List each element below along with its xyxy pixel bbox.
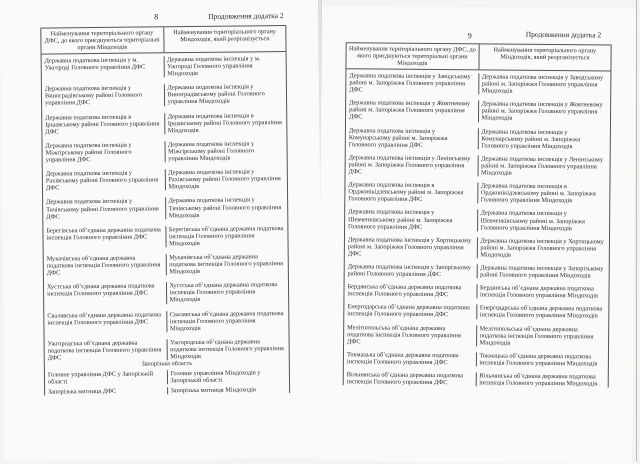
dfs-body-cell: Державна податкова інспекція у Жовтневому районі м. Запоріжжя Головного управління ДФС <box>346 99 479 121</box>
table-row <box>346 148 610 178</box>
dfs-body-cell: Берегівська об’єднана державна податкова інспекція Головного управління ДФС <box>43 226 166 249</box>
dfs-body-cell: Державна податкова інспекція у Виноградівському районі Головного управління ДФС <box>42 85 165 108</box>
left-table-header <box>41 25 285 55</box>
right-continuation-label: Продовження додатка 2 <box>525 29 602 40</box>
mindokhodiv-body-cell: Державна податкова інспекція у Комунарському районі м. Запоріжжя Головного управління Міндоходів <box>481 127 581 150</box>
table-row <box>43 218 287 249</box>
dfs-body-cell: Бердянська об’єднана державна податкова інспекція Головного управління ДФС <box>344 283 477 298</box>
region-heading: Запорізька область <box>141 360 193 368</box>
dfs-body-cell: Енергодарська об’єднана державна податкова інспекція Головного управління ДФС <box>344 304 477 319</box>
page-edge <box>636 0 637 461</box>
dfs-body-cell: Головне управління ДФС у Запорізькій області <box>45 370 168 385</box>
right-page-number: 9 <box>467 31 472 41</box>
left-header-col2: Найменування територіального органу Міндоходів, який реорганізується <box>173 28 276 44</box>
mindokhodiv-body-cell: Хустська об’єднана державна податкова інспекція Головного управління Міндоходів <box>169 281 278 304</box>
left-table-body-after <box>45 366 289 396</box>
left-continuation-label: Продовження додатка 2 <box>208 11 284 21</box>
table-row <box>43 161 287 192</box>
table-row <box>345 203 609 233</box>
right-header-col1: Найменування територіального органу ДФС, до якого приєднуються територіальні органи Міндоходів <box>346 43 479 69</box>
dfs-body-cell: Мукачівська об’єднана державна податкова інспекція Головного управління ДФС <box>44 254 167 277</box>
mindokhodiv-body-cell: Державна податкова інспекція у Рахівському районі Головного управління Міндоходів <box>168 168 281 191</box>
mindokhodiv-body-cell: Державна податкова інспекція у Ленінському районі м. Запоріжжя Головного управління Міндоходів <box>481 155 603 177</box>
table-row <box>345 175 609 205</box>
dfs-body-cell: Державна податкова інспекція у Комунарському районі м. Запоріжжя Головного управління ДФС <box>346 127 479 149</box>
mindokhodiv-body-cell: Державна податкова інспекція у Жовтневому районі м. Запоріжжя Головного управління Міндоходів <box>481 100 603 123</box>
dfs-body-cell: Державна податкова інспекція у м. Ужгороді Головного управління ДФС <box>42 56 165 79</box>
left-page-number: 8 <box>154 12 159 22</box>
left-header-col1: Найменування територіального органу ДФС, до якого приєднуються територіальні органи Міндоходів <box>41 27 164 53</box>
left-table <box>40 25 290 396</box>
table-row <box>44 331 288 362</box>
mindokhodiv-body-cell: Державна податкова інспекція у Виноградівському районі Головного управління Міндоходів <box>167 83 265 106</box>
mindokhodiv-body-cell: Мукачівська об’єднана державна податкова інспекція Головного управління Міндоходів <box>169 253 284 276</box>
dfs-body-cell: Державна податкова інспекція у Ленінському районі м. Запоріжжя Головного управління ДФС <box>346 154 479 176</box>
table-row <box>344 345 608 367</box>
table-row <box>42 76 286 107</box>
table-row <box>42 105 286 136</box>
table-row <box>346 93 610 123</box>
dfs-body-cell: Запорізька митниця ДФС <box>45 388 168 396</box>
table-row <box>345 257 609 279</box>
dfs-body-cell: Державна податкова інспекція у Заводському районі м. Запоріжжя Головного управління ДФС <box>346 72 479 94</box>
mindokhodiv-body-cell: Енергодарська об’єднана державна податкова інспекція Головного управління Міндоходів <box>479 304 603 320</box>
dfs-body-cell: Вільнянська об’єднана державна податкова інспекція Головного управління ДФС <box>344 371 477 386</box>
mindokhodiv-body-cell: Державна податкова інспекція у Міжгірському районі Головного управління Міндоходів <box>167 140 255 163</box>
mindokhodiv-body-cell: Вільнянська об’єднана державна податкова інспекція Головного управління Міндоходів <box>479 372 598 388</box>
mindokhodiv-body-cell: Державна податкова інспекція в Орджонікідзевському районі м. Запоріжжя Головного управління Міндоходів <box>480 182 596 205</box>
dfs-body-cell: Свалявська об’єднана державна податкова інспекція Головного управління ДФС <box>44 311 167 334</box>
right-table-body <box>344 69 611 387</box>
mindokhodiv-body-cell: Бердянська об’єднана державна податкова інспекція Головного управління Міндоходів <box>479 284 598 300</box>
table-row <box>44 246 288 277</box>
dfs-body-cell: Державна податкова інспекція у Хортицькому районі м. Запоріжжя Головного управління ДФС <box>345 236 478 258</box>
dfs-body-cell: Токмацька об’єднана державна податкова інспекція Головного управління ДФС <box>344 351 477 366</box>
mindokhodiv-body-cell: Державна податкова інспекція у Хортицькому районі м. Запоріжжя Головного управління Міндоходів <box>480 237 604 259</box>
dfs-body-cell: Ужгородська об’єднана державна податкова інспекція Головного управління ДФС <box>45 339 168 362</box>
dfs-body-cell: Державна податкова інспекція у Тячівському районі Головного управління ДФС <box>43 198 166 221</box>
mindokhodiv-body-cell: Державна податкова інспекція у Заводському районі м. Запоріжжя Головного управління Міндоходів <box>481 73 604 95</box>
dfs-body-cell: Мелітопольська об’єднана державна податкова інспекція Головного управління ДФС <box>344 324 477 346</box>
left-table-body <box>42 52 289 362</box>
dfs-body-cell: Державна податкова інспекція у Шевченківському районі м. Запоріжжя Головного управління ДФС <box>345 209 478 231</box>
table-row <box>346 69 610 96</box>
table-row <box>344 365 608 387</box>
dfs-body-cell: Державна податкова інспекція у Рахівському районі Головного управління ДФС <box>43 169 166 192</box>
table-row <box>346 121 610 151</box>
table-row <box>44 303 288 334</box>
mindokhodiv-body-cell: Державна податкова інспекція у Тячівському районі Головного управління Міндоходів <box>168 196 282 219</box>
right-table <box>343 42 612 387</box>
table-row <box>344 318 608 348</box>
right-page <box>318 6 636 464</box>
mindokhodiv-body-cell: Берегівська об’єднана державна податкова інспекція Головного управління Міндоходів <box>168 224 284 248</box>
table-row <box>42 52 286 79</box>
mindokhodiv-body-cell: Ужгородська об’єднана державна податкова інспекція Головного управління Міндоходів <box>170 338 284 361</box>
dfs-body-cell: Державна податкова інспекція у Запорізькому районі Головного управління ДФС <box>345 263 478 278</box>
table-row <box>344 298 608 320</box>
table-row <box>43 189 287 220</box>
right-table-header <box>346 42 610 71</box>
dfs-body-cell: Державна податкова інспекція у Міжгірському районі Головного управління ДФС <box>42 141 165 164</box>
dfs-body-cell: Державна податкова інспекція в Орджонікідзевському районі м. Запоріжжя Головного управління ДФС <box>345 181 478 203</box>
mindokhodiv-body-cell: Державна податкова інспекція у м. Ужгороді Головного управління Міндоходів <box>167 55 261 78</box>
table-row <box>44 274 288 305</box>
mindokhodiv-body-cell: Свалявська об’єднана державна податкова інспекція Головного управління Міндоходів <box>169 309 284 332</box>
right-header-col2: Найменування територіального органу Міндоходів, який реорганізується <box>493 46 597 62</box>
table-row <box>42 133 286 164</box>
mindokhodiv-body-cell: Головне управління Міндоходів у Запорізькій області <box>170 369 261 385</box>
mindokhodiv-body-cell: Державна податкова інспекція у Шевченківському районі м. Запоріжжя Головного управління Міндоходів <box>480 209 585 232</box>
mindokhodiv-body-cell: Державна податкова інспекція у Запорізькому районі Головного управління Міндоходів <box>480 264 604 280</box>
mindokhodiv-body-cell: Мелітопольська об’єднана державна податкова інспекція Головного управління Міндоходів <box>479 324 594 347</box>
mindokhodiv-body-cell: Державна податкова інспекція в Іршавському районі Головного управління Міндоходів <box>167 111 282 134</box>
dfs-body-cell: Хустська об’єднана державна податкова інспекція Головного управління ДФС <box>44 283 167 306</box>
mindokhodiv-body-cell: Токмацька об’єднана державна податкова інспекція Головного управління Міндоходів <box>479 352 598 368</box>
table-row <box>345 230 609 260</box>
table-row <box>45 366 289 386</box>
mindokhodiv-body-cell: Запорізька митниця Міндоходів <box>170 386 257 395</box>
table-row <box>344 277 608 299</box>
dfs-body-cell: Державна податкова інспекція в Іршавському районі Головного управління ДФС <box>42 113 165 136</box>
